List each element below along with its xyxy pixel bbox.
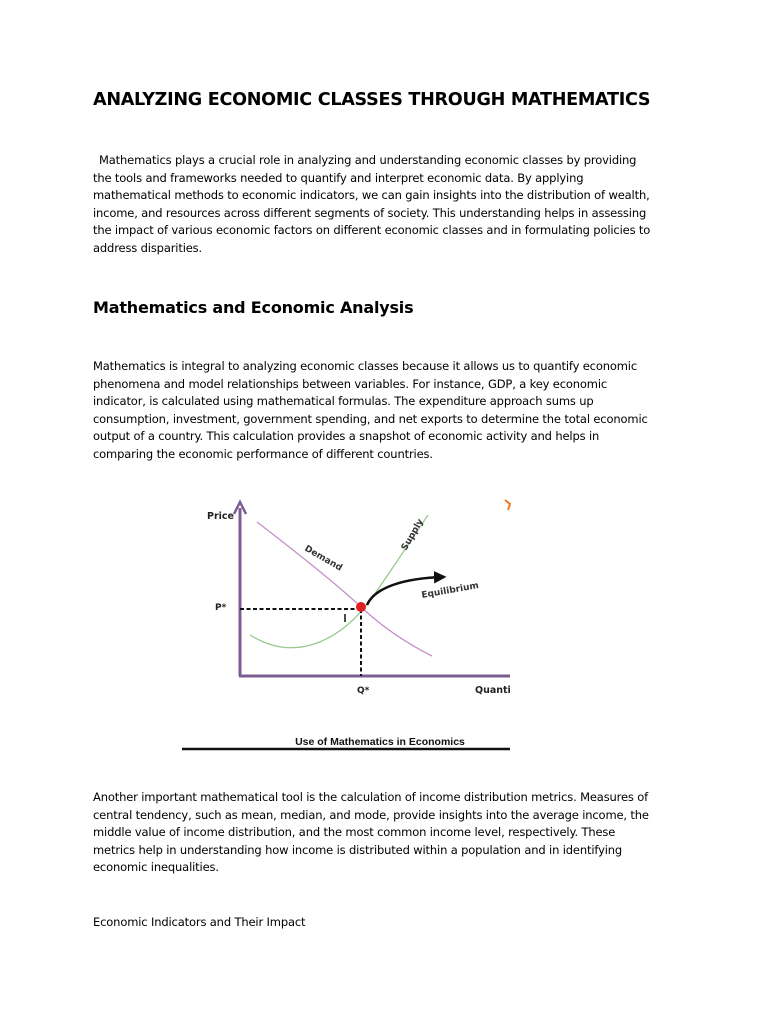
- section-heading: Mathematics and Economic Analysis: [93, 298, 414, 317]
- supply-demand-diagram: [180, 490, 512, 752]
- subheading: Economic Indicators and Their Impact: [93, 915, 306, 929]
- price-marker-label: P*: [215, 603, 227, 613]
- quantity-marker-label: Q*: [357, 686, 370, 696]
- y-axis-label: Price: [207, 511, 234, 522]
- intro-paragraph: Mathematics plays a crucial role in analyzing and understanding economic classes by providing the tools and frameworks needed to quantify and interpret economic data. By applying mathematical methods to economic indicators, we can gain insights into the distribution of wealth, income, and resources across different segments of society. This understanding helps in assessing the impact of various economic factors on different economic classes and in formulating policies to address disparities.: [93, 153, 651, 255]
- supply-demand-figure: [180, 490, 512, 752]
- figure-caption: Use of Mathematics in Economics: [295, 736, 465, 748]
- document-title: ANALYZING ECONOMIC CLASSES THROUGH MATHEMATICS: [93, 90, 651, 110]
- supply-label: Supply: [399, 517, 426, 553]
- demand-label: Demand: [302, 543, 344, 574]
- x-axis-label: Quanti: [475, 685, 511, 696]
- corner-mark: [505, 500, 510, 510]
- equilibrium-point: [356, 602, 366, 612]
- section-paragraph: Mathematics is integral to analyzing economic classes because it allows us to quantify economic phenomena and model relationships between variables. For instance, GDP, a key economic indicator, is calculated using mathematical formulas. The expenditure approach sums up consumption, investment, government spending, and net exports to determine the total economic output of a country. This calculation provides a snapshot of economic activity and helps in comparing the economic performance of different countries.: [93, 359, 648, 461]
- second-paragraph: Another important mathematical tool is the calculation of income distribution metrics. Measures of central tendency, such as mean, median, and mode, provide insights into the average income, the middle value of income distribution, and the most common income level, respectively. These metrics help in understanding how income is distributed within a population and in identifying economic inequalities.: [93, 790, 649, 875]
- equilibrium-label: Equilibrium: [420, 581, 480, 601]
